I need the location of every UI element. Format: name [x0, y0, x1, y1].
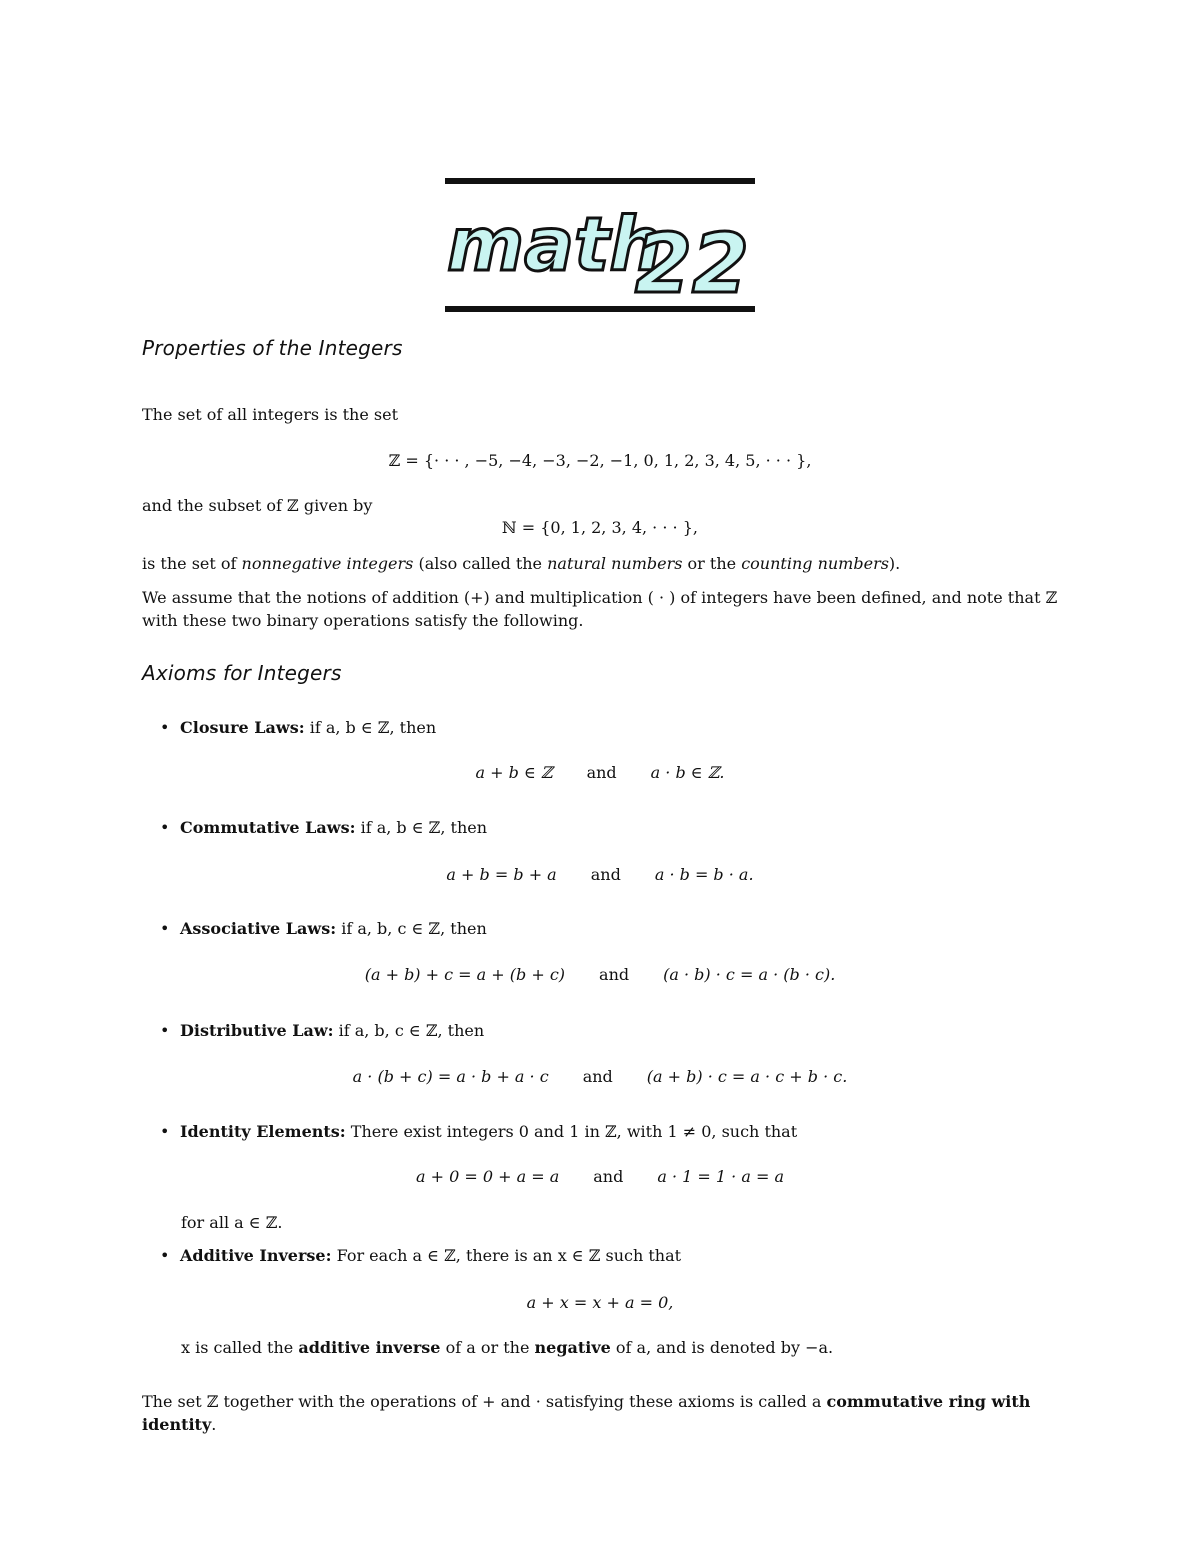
- nonneg-mid2: or the: [682, 554, 742, 573]
- axiom-distributive-label: Distributive Law:: [180, 1021, 334, 1040]
- subset-text: and the subset of ℤ given by: [142, 496, 373, 515]
- and-word: and: [599, 965, 630, 984]
- commutative-right: a · b = b · a.: [654, 865, 754, 884]
- axiom-identity-label: Identity Elements:: [180, 1122, 346, 1141]
- associative-left: (a + b) + c = a + (b + c): [364, 965, 566, 984]
- identity-left: a + 0 = 0 + a = a: [415, 1167, 560, 1186]
- and-word: and: [582, 1067, 613, 1086]
- axiom-closure-text: if a, b ∈ ℤ, then: [304, 718, 437, 737]
- commutative-equation: [0, 865, 1200, 884]
- assumption-text: We assume that the notions of addition (+) and multiplication ( · ) of integers have been defined, and note that ℤ with these two binary operations satisfy the following.: [142, 588, 1058, 630]
- integer-set-equation: ℤ = {· · · , −5, −4, −3, −2, −1, 0, 1, 2, 3, 4, 5, · · · },: [388, 451, 812, 470]
- axiom-commutative: [160, 818, 487, 837]
- term-commutative-ring: commutative ring with identity: [142, 1392, 1031, 1434]
- nonneg-post: ).: [888, 554, 901, 573]
- natural-set-equation: ℕ = {0, 1, 2, 3, 4, · · · },: [502, 518, 698, 537]
- closure-right: a · b ∈ ℤ.: [650, 763, 725, 782]
- intro-text: The set of all integers is the set: [142, 405, 399, 424]
- axiom-distributive-text: if a, b, c ∈ ℤ, then: [333, 1021, 485, 1040]
- axiom-closure-label: Closure Laws:: [180, 718, 305, 737]
- inverse-after-mid: of a or the: [440, 1338, 535, 1357]
- axiom-associative-label: Associative Laws:: [180, 919, 337, 938]
- bullet-icon: •: [160, 818, 170, 837]
- math22-logo: [445, 178, 755, 314]
- nonnegative-text: [142, 552, 1062, 575]
- inverse-equation: a + x = x + a = 0,: [526, 1293, 674, 1312]
- axiom-associative: [160, 919, 487, 938]
- conclusion-pre: The set ℤ together with the operations of + and · satisfying these axioms is called a: [142, 1392, 827, 1411]
- inverse-after-text: [181, 1338, 833, 1357]
- logo-word: math: [447, 202, 663, 288]
- math22-logo-graphic: [445, 178, 755, 314]
- axiom-distributive: [160, 1021, 484, 1040]
- axiom-closure: [160, 718, 436, 737]
- identity-equation: [0, 1167, 1200, 1186]
- axiom-commutative-text: if a, b ∈ ℤ, then: [355, 818, 488, 837]
- bullet-icon: •: [160, 919, 170, 938]
- closure-equation: [0, 763, 1200, 782]
- term-counting-numbers: counting numbers: [741, 554, 889, 573]
- axiom-associative-text: if a, b, c ∈ ℤ, then: [336, 919, 487, 938]
- nonneg-mid1: (also called the: [413, 554, 548, 573]
- commutative-left: a + b = b + a: [446, 865, 557, 884]
- bullet-icon: •: [160, 1021, 170, 1040]
- term-natural-numbers: natural numbers: [547, 554, 683, 573]
- axiom-commutative-label: Commutative Laws:: [180, 818, 356, 837]
- and-word: and: [586, 763, 617, 782]
- distributive-equation: [0, 1067, 1200, 1086]
- bullet-icon: •: [160, 1122, 170, 1141]
- conclusion-post: .: [211, 1415, 217, 1434]
- associative-right: (a · b) · c = a · (b · c).: [663, 965, 836, 984]
- section-heading-properties: Properties of the Integers: [142, 336, 403, 360]
- associative-equation: [0, 965, 1200, 984]
- distributive-left: a · (b + c) = a · b + a · c: [352, 1067, 549, 1086]
- closure-left: a + b ∈ ℤ: [475, 763, 553, 782]
- inverse-after-post: of a, and is denoted by −a.: [610, 1338, 834, 1357]
- nonneg-pre: is the set of: [142, 554, 242, 573]
- axiom-identity-text: There exist integers 0 and 1 in ℤ, with 1 ≠ 0, such that: [345, 1122, 798, 1141]
- distributive-right: (a + b) · c = a · c + b · c.: [646, 1067, 848, 1086]
- axiom-inverse-text: For each a ∈ ℤ, there is an x ∈ ℤ such that: [331, 1246, 682, 1265]
- axiom-identity: [160, 1122, 797, 1141]
- bullet-icon: •: [160, 718, 170, 737]
- and-word: and: [593, 1167, 624, 1186]
- conclusion-text: [142, 1390, 1067, 1436]
- identity-right: a · 1 = 1 · a = a: [657, 1167, 785, 1186]
- term-negative: negative: [534, 1338, 611, 1357]
- axiom-additive-inverse: [160, 1246, 681, 1265]
- axiom-inverse-label: Additive Inverse:: [180, 1246, 332, 1265]
- identity-after-text: for all a ∈ ℤ.: [181, 1213, 283, 1232]
- term-nonnegative-integers: nonnegative integers: [241, 554, 414, 573]
- logo-number: 22: [635, 217, 750, 312]
- bullet-icon: •: [160, 1246, 170, 1265]
- and-word: and: [590, 865, 621, 884]
- section-heading-axioms: Axioms for Integers: [142, 661, 342, 685]
- inverse-after-pre: x is called the: [181, 1338, 299, 1357]
- term-additive-inverse: additive inverse: [298, 1338, 441, 1357]
